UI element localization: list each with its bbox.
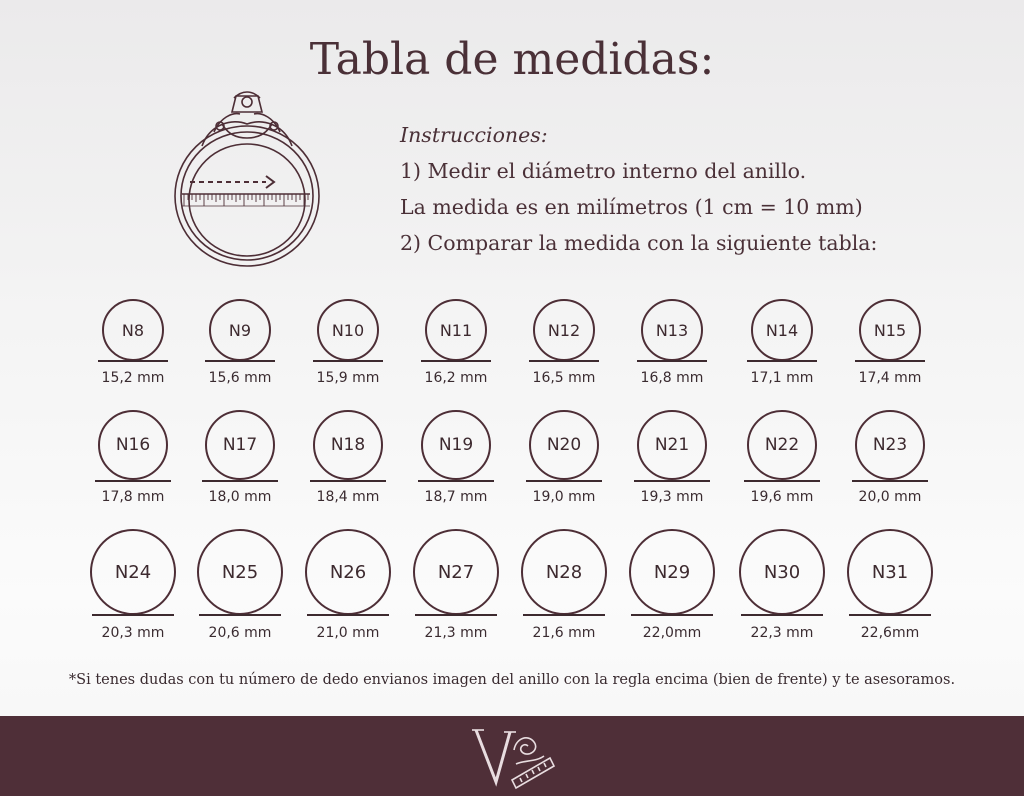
ring-size-mm: 21,3 mm bbox=[424, 625, 488, 641]
instructions bbox=[400, 117, 877, 261]
ring-size-mm: 19,3 mm bbox=[640, 489, 704, 505]
ring-size-circle: N26 bbox=[305, 529, 391, 615]
ring-size-circle: N22 bbox=[747, 410, 817, 480]
ring-size-circle: N20 bbox=[529, 410, 599, 480]
ring-size-circle: N23 bbox=[855, 410, 925, 480]
ring-size-mm: 15,9 mm bbox=[316, 370, 380, 386]
ring-size-baseline bbox=[415, 614, 497, 616]
ring-size-baseline bbox=[744, 480, 820, 482]
ring-size-baseline bbox=[98, 360, 168, 362]
instruction-step-1: 1) Medir el diámetro interno del anillo. bbox=[400, 159, 807, 183]
instructions-heading: Instrucciones: bbox=[400, 123, 548, 147]
ring-size-mm: 20,6 mm bbox=[208, 625, 272, 641]
ring-size-circle: N8 bbox=[102, 299, 164, 361]
ring-size-baseline bbox=[529, 360, 599, 362]
ring-size-baseline bbox=[849, 614, 931, 616]
ring-size-circle: N28 bbox=[521, 529, 607, 615]
ring-size-circle: N30 bbox=[739, 529, 825, 615]
ring-size-mm: 16,2 mm bbox=[424, 370, 488, 386]
ring-size-circle: N16 bbox=[98, 410, 168, 480]
ring-size-mm: 17,8 mm bbox=[101, 489, 165, 505]
ring-size-circle: N25 bbox=[197, 529, 283, 615]
page-title: Tabla de medidas: bbox=[309, 34, 715, 85]
ring-size-mm: 18,4 mm bbox=[316, 489, 380, 505]
ring-size-baseline bbox=[747, 360, 817, 362]
ring-size-circle: N14 bbox=[751, 299, 813, 361]
ring-size-baseline bbox=[310, 480, 386, 482]
ring-size-mm: 15,2 mm bbox=[101, 370, 165, 386]
ring-size-baseline bbox=[523, 614, 605, 616]
ring-size-circle: N19 bbox=[421, 410, 491, 480]
ring-size-mm: 18,0 mm bbox=[208, 489, 272, 505]
ring-size-baseline bbox=[741, 614, 823, 616]
ring-size-mm: 15,6 mm bbox=[208, 370, 272, 386]
ring-size-mm: 21,0 mm bbox=[316, 625, 380, 641]
ring-with-ruler-icon bbox=[162, 84, 332, 270]
ring-size-circle: N13 bbox=[641, 299, 703, 361]
ring-size-baseline bbox=[307, 614, 389, 616]
ring-size-mm: 22,3 mm bbox=[750, 625, 814, 641]
brand-logo-icon bbox=[466, 720, 562, 792]
ring-size-baseline bbox=[855, 360, 925, 362]
ring-size-baseline bbox=[313, 360, 383, 362]
ring-size-mm: 21,6 mm bbox=[532, 625, 596, 641]
ring-size-circle: N11 bbox=[425, 299, 487, 361]
ring-size-baseline bbox=[852, 480, 928, 482]
ring-size-baseline bbox=[418, 480, 494, 482]
instruction-note: La medida es en milímetros (1 cm = 10 mm) bbox=[400, 195, 863, 219]
ring-size-circle: N24 bbox=[90, 529, 176, 615]
ring-size-mm: 16,5 mm bbox=[532, 370, 596, 386]
ring-size-circle: N17 bbox=[205, 410, 275, 480]
ring-size-mm: 19,0 mm bbox=[532, 489, 596, 505]
ring-size-baseline bbox=[202, 480, 278, 482]
ring-size-mm: 17,1 mm bbox=[750, 370, 814, 386]
ring-size-mm: 16,8 mm bbox=[640, 370, 704, 386]
ring-size-baseline bbox=[526, 480, 602, 482]
ring-size-baseline bbox=[205, 360, 275, 362]
ring-size-mm: 20,3 mm bbox=[101, 625, 165, 641]
ring-size-circle: N27 bbox=[413, 529, 499, 615]
ring-size-mm: 18,7 mm bbox=[424, 489, 488, 505]
ring-size-mm: 17,4 mm bbox=[858, 370, 922, 386]
instruction-step-2: 2) Comparar la medida con la siguiente tabla: bbox=[400, 231, 878, 255]
ring-size-baseline bbox=[199, 614, 281, 616]
ring-size-circle: N15 bbox=[859, 299, 921, 361]
ring-size-mm: 22,0mm bbox=[642, 625, 702, 641]
ring-size-circle: N10 bbox=[317, 299, 379, 361]
ring-size-circle: N31 bbox=[847, 529, 933, 615]
ring-size-baseline bbox=[421, 360, 491, 362]
ring-size-baseline bbox=[631, 614, 713, 616]
ring-size-baseline bbox=[637, 360, 707, 362]
ring-size-circle: N21 bbox=[637, 410, 707, 480]
ring-size-mm: 22,6mm bbox=[860, 625, 920, 641]
ring-size-circle: N12 bbox=[533, 299, 595, 361]
ring-size-circle: N29 bbox=[629, 529, 715, 615]
ring-size-baseline bbox=[92, 614, 174, 616]
ring-size-circle: N18 bbox=[313, 410, 383, 480]
ring-size-baseline bbox=[634, 480, 710, 482]
ring-size-baseline bbox=[95, 480, 171, 482]
ring-size-mm: 20,0 mm bbox=[858, 489, 922, 505]
footnote: *Si tenes dudas con tu número de dedo envianos imagen del anillo con la regla encima (bien de frente) y te asesoramos. bbox=[68, 672, 956, 688]
ring-size-circle: N9 bbox=[209, 299, 271, 361]
ring-size-mm: 19,6 mm bbox=[750, 489, 814, 505]
